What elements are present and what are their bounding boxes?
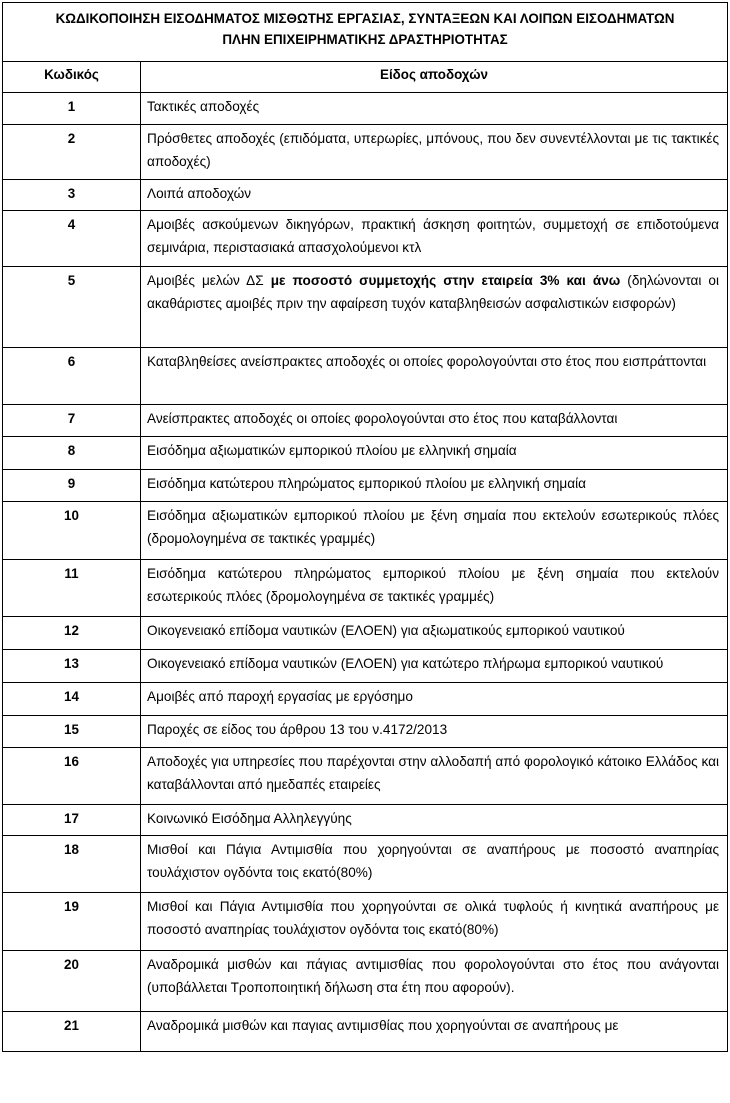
table-row: [3, 748, 728, 805]
income-codes-table: [2, 2, 728, 1052]
table-row: [3, 267, 728, 348]
description-cell: Εισόδημα κατώτερου πληρώματος εμπορικού πλοίου με ελληνική σημαία: [141, 470, 728, 502]
description-cell: Λοιπά αποδοχών: [141, 180, 728, 211]
description-text: Αμοιβές μελών ΔΣ: [147, 273, 271, 288]
description-cell: Αποδοχές για υπηρεσίες που παρέχονται στην αλλοδαπή από φορολογικό κάτοικο Ελλάδος και καταβάλλονται από ημεδαπές εταιρείες: [141, 748, 728, 805]
table-row: [3, 470, 728, 502]
table-row: [3, 951, 728, 1012]
code-cell: 2: [3, 125, 141, 180]
description-emphasis: με ποσοστό συμμετοχής στην εταιρεία 3% και άνω: [270, 273, 621, 288]
description-cell: Μισθοί και Πάγια Αντιμισθία που χορηγούνται σε αναπήρους με ποσοστό αναπηρίας τουλάχιστον ογδόντα τοις εκατό(80%): [141, 836, 728, 893]
code-cell: 7: [3, 405, 141, 437]
table-row: [3, 125, 728, 180]
description-cell: Οικογενειακό επίδομα ναυτικών (ΕΛΟΕΝ) για κατώτερο πλήρωμα εμπορικού ναυτικού: [141, 650, 728, 683]
description-cell: Καταβληθείσες ανείσπρακτες αποδοχές οι οποίες φορολογούνται στο έτος που εισπράττονται: [141, 348, 728, 405]
code-cell: 19: [3, 893, 141, 951]
header-row: [3, 62, 728, 93]
description-cell: Εισόδημα αξιωματικών εμπορικού πλοίου με ξένη σημαία που εκτελούν εσωτερικούς πλόες (δρομολογημένα σε τακτικές γραμμές): [141, 502, 728, 560]
code-cell: 4: [3, 211, 141, 267]
code-cell: 5: [3, 267, 141, 348]
code-cell: 16: [3, 748, 141, 805]
table-title: [3, 3, 728, 62]
description-cell: Εισόδημα κατώτερου πληρώματος εμπορικού πλοίου με ξένη σημαία που εκτελούν εσωτερικούς πλόες (δρομολογημένα σε τακτικές γραμμές): [141, 560, 728, 617]
table-row: [3, 93, 728, 125]
code-cell: 18: [3, 836, 141, 893]
code-cell: 21: [3, 1012, 141, 1052]
code-cell: 20: [3, 951, 141, 1012]
description-cell: Οικογενειακό επίδομα ναυτικών (ΕΛΟΕΝ) για αξιωματικούς εμπορικού ναυτικού: [141, 617, 728, 650]
table-row: [3, 1012, 728, 1052]
table-row: [3, 683, 728, 716]
table-row: [3, 405, 728, 437]
title-line-1: ΚΩΔΙΚΟΠΟΙΗΣΗ ΕΙΣΟΔΗΜΑΤΟΣ ΜΙΣΘΩΤΗΣ ΕΡΓΑΣΙΑΣ, ΣΥΝΤΑΞΕΩΝ ΚΑΙ ΛΟΙΠΩΝ ΕΙΣΟΔΗΜΑΤΩΝ: [55, 11, 675, 26]
title-row: [3, 3, 728, 62]
table-row: [3, 617, 728, 650]
table-row: [3, 560, 728, 617]
code-cell: 11: [3, 560, 141, 617]
description-cell: Αμοιβές ασκούμενων δικηγόρων, πρακτική άσκηση φοιτητών, συμμετοχή σε επιδοτούμενα σεμινάρια, περιστασιακά απασχολούμενοι κτλ: [141, 211, 728, 267]
title-line-2: ΠΛΗΝ ΕΠΙΧΕΙΡΗΜΑΤΙΚΗΣ ΔΡΑΣΤΗΡΙΟΤΗΤΑΣ: [222, 32, 508, 47]
table-row: [3, 893, 728, 951]
description-cell: Πρόσθετες αποδοχές (επιδόματα, υπερωρίες, μπόνους, που δεν συνεντέλλονται με τις τακτικές αποδοχές): [141, 125, 728, 180]
description-cell: Παροχές σε είδος του άρθρου 13 του ν.4172/2013: [141, 716, 728, 748]
description-cell: Αναδρομικά μισθών και πάγιας αντιμισθίας που φορολογούνται στο έτος που ανάγονται (υποβάλλεται Τροποποιητική δήλωση στα έτη που αφορούν).: [141, 951, 728, 1012]
description-cell: Ανείσπρακτες αποδοχές οι οποίες φορολογούνται στο έτος που καταβάλλονται: [141, 405, 728, 437]
description-cell: [141, 267, 728, 348]
type-column-header: Είδος αποδοχών: [141, 62, 728, 93]
description-text: (δηλώνονται οι ακαθάριστες αμοιβές πριν την αφαίρεση τυχόν καταβληθεισών ασφαλιστικών εισφορών): [147, 273, 720, 311]
code-column-header: Κωδικός: [3, 62, 141, 93]
description-cell: Τακτικές αποδοχές: [141, 93, 728, 125]
code-cell: 10: [3, 502, 141, 560]
table-row: [3, 716, 728, 748]
description-cell: Αμοιβές από παροχή εργασίας με εργόσημο: [141, 683, 728, 716]
table-row: [3, 348, 728, 405]
table-row: [3, 437, 728, 470]
description-cell: Εισόδημα αξιωματικών εμπορικού πλοίου με ελληνική σημαία: [141, 437, 728, 470]
code-cell: 6: [3, 348, 141, 405]
code-cell: 12: [3, 617, 141, 650]
code-cell: 14: [3, 683, 141, 716]
table-row: [3, 211, 728, 267]
description-cell: Μισθοί και Πάγια Αντιμισθία που χορηγούνται σε ολικά τυφλούς ή κινητικά αναπήρους με ποσοστό αναπηρίας τουλάχιστον ογδόντα τοις εκατό(80%): [141, 893, 728, 951]
code-cell: 13: [3, 650, 141, 683]
description-cell: Αναδρομικά μισθών και παγιας αντιμισθίας που χορηγούνται σε αναπήρους με: [141, 1012, 728, 1052]
code-cell: 15: [3, 716, 141, 748]
table-row: [3, 502, 728, 560]
code-cell: 1: [3, 93, 141, 125]
code-cell: 9: [3, 470, 141, 502]
table-row: [3, 650, 728, 683]
table-row: [3, 180, 728, 211]
table-row: [3, 805, 728, 836]
code-cell: 8: [3, 437, 141, 470]
table-row: [3, 836, 728, 893]
code-cell: 3: [3, 180, 141, 211]
code-cell: 17: [3, 805, 141, 836]
description-cell: Κοινωνικό Εισόδημα Αλληλεγγύης: [141, 805, 728, 836]
